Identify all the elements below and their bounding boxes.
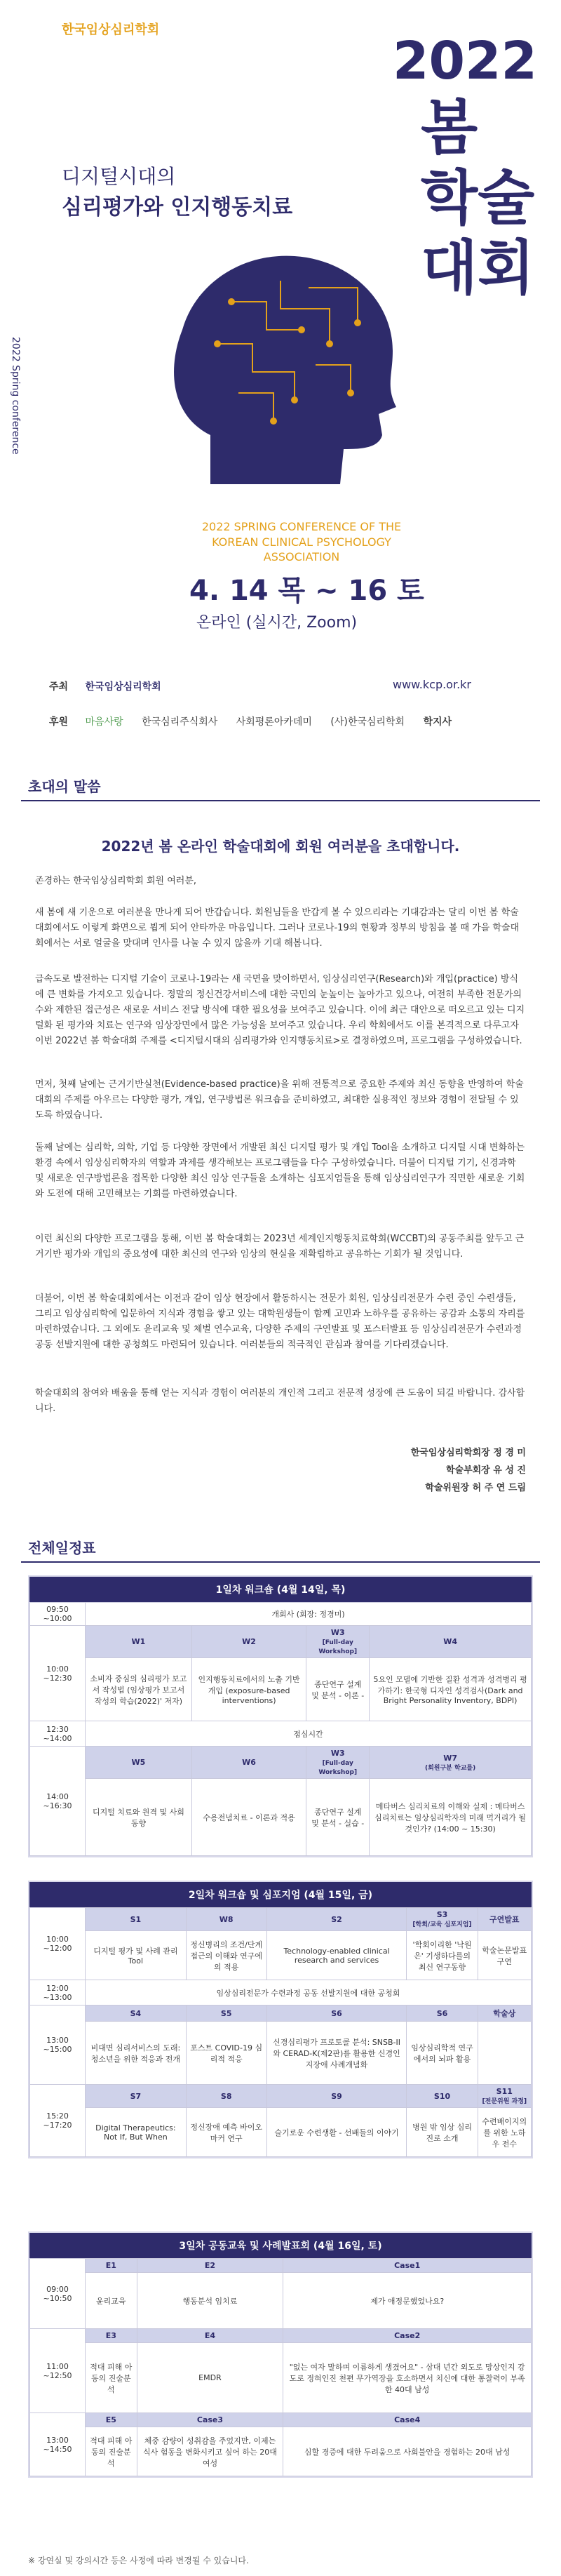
- title-line-3: 대회: [421, 234, 535, 302]
- session-cell: 디지털 평가 및 사례 관리 Tool: [86, 1931, 187, 1980]
- session-cell: Digital Therapeutics: Not If, But When: [86, 2108, 187, 2157]
- session-cell: 인지행동치료에서의 노출 기반 개입 (exposure-based interventions): [191, 1658, 306, 1721]
- session-cell: 제가 애정문했었나요?: [283, 2273, 532, 2329]
- sponsor-logo-2: 한국심리주식회사: [142, 716, 218, 728]
- opening-cell: 개회사 (회장: 정경미): [86, 1603, 532, 1626]
- session-cell: 체중 감량이 성취감을 주었지만, 이제는 식사 험동을 변화시키고 싶어 하는 20대 여성: [137, 2427, 283, 2476]
- welcome-paragraph-6: 더불어, 이번 봄 학술대회에서는 이전과 같이 임상 현장에서 활동하시는 전문가 회원, 임상심리전문가 수련 중인 수련생들, 그리고 임상심리학에 입문하여 지식과 경험을 쌓고 있는 대학원생들이 함께 고민과 노하우를 공유하는 공감과 소통의 자리를 마련하였습니다. 그 외에도 윤리교육 및 체벌 연수교육, 다양한 주제의 구연발표 및 포스터발표 등 임상심리전문가 수련과정 공동 선발지원에 대한 공청회도 마련되어 있습니다. 여러분들의 적극적인 관심과 참여를 기다리겠습니다.: [35, 1293, 525, 1351]
- session-cell: Technology-enabled clinical research and services: [266, 1931, 407, 1980]
- session-code: S5: [186, 2006, 266, 2022]
- title-line-1: 봄: [421, 93, 478, 162]
- session-code: S6: [407, 2006, 478, 2022]
- theme-line-1: 디지털시대의: [62, 165, 176, 188]
- session-cell: 5요인 모델에 기반한 질환 성격과 성격병리 평가하기: 한국형 디자인 성격검사(Dark and Bright Personality Inventory, BDPI): [370, 1658, 532, 1721]
- session-code: W7 (회원구분 학교를): [370, 1747, 532, 1779]
- time-cell: 10:00 ~12:00: [30, 1908, 86, 1980]
- time-cell: 12:30 ~14:00: [30, 1721, 86, 1747]
- day2-banner: 2일차 워크숍 및 심포지엄 (4월 15일, 금): [29, 1882, 532, 1907]
- session-code: W2: [191, 1626, 306, 1658]
- sponsor-label: 후원: [49, 716, 69, 728]
- day3-table: [28, 2231, 533, 2478]
- session-cell: 적대 피해 아동의 진술분석: [86, 2343, 137, 2413]
- time-cell: 13:00 ~14:50: [30, 2413, 86, 2476]
- session-cell: "없는 여자 말하며 이름하게 생겼어요" - 삼대 년간 외도로 망상인지 강도로 정혀인진 천편 무가역장을 호소하면서 치신에 대한 통찰력이 부족한 40대 남성: [283, 2343, 532, 2413]
- time-cell: 12:00 ~13:00: [30, 1980, 86, 2006]
- theme-line-2: 심리평가와 인지행동치료: [62, 195, 293, 220]
- session-code: S11 [전문위원 과정]: [478, 2085, 531, 2108]
- session-cell: 임상심리학적 연구에서의 뇌파 활용: [407, 2022, 478, 2085]
- session-cell: 정신병리의 조건/단계 접근의 이해와 연구에의 적용: [186, 1931, 266, 1980]
- session-code: S7: [86, 2085, 187, 2108]
- time-cell: 15:20 ~17:20: [30, 2085, 86, 2157]
- session-cell: 종단연구 설계 및 분석 - 이론 -: [306, 1658, 370, 1721]
- session-cell: 디지털 치료와 원격 및 사회 동향: [86, 1779, 192, 1856]
- session-cell: '학회이리한 '낙원은' 기생하다를의 최신 연구동향: [407, 1931, 478, 1980]
- sponsor-logo-5: 학지사: [423, 716, 452, 728]
- session-code: S6: [266, 2006, 407, 2022]
- sponsor-logo-3: 사회평론아카데미: [236, 716, 312, 728]
- session-code: W3 [Full-day Workshop]: [306, 1626, 370, 1658]
- session-cell: 학술논문발표 구연: [478, 1931, 531, 1980]
- session-code: W8: [186, 1908, 266, 1931]
- session-cell: EMDR: [137, 2343, 283, 2413]
- time-cell: 09:50 ~10:00: [30, 1603, 86, 1626]
- session-cell: 비대면 심리서비스의 도래: 청소년을 위한 적응과 전개: [86, 2022, 187, 2085]
- welcome-section-title: 초대의 말씀: [28, 778, 101, 795]
- session-cell: 수련배이지의를 위한 노하우 전수: [478, 2108, 531, 2157]
- welcome-paragraph-1: 새 봄에 새 기운으로 여러분을 만나게 되어 반갑습니다. 회원님들을 반갑게 볼 수 있으리라는 기대감과는 달리 이번 봄 학술대회에서도 이렇게 화면으로 뵙게 되어 안타까운 마음입니다. 그러나 코로나-19의 현황과 정부의 방침을 볼 때 가을 학술대회에서는 서로 얼굴을 맞대며 인사를 나눌 수 있지 않을까 기대 해봅니다.: [35, 907, 520, 949]
- sponsor-logo-1: 마음사랑: [85, 716, 123, 728]
- session-cell: 수용전념치료 - 이론과 적용: [191, 1779, 306, 1856]
- welcome-paragraph-3: 먼저, 첫째 날에는 근거기반실천(Evidence-based practice)을 위해 전통적으로 중요한 주제와 최신 동향을 반영하여 학술대회의 주제를 아우르는 다양한 평가, 개입, 연구방법론 워크숍을 준비하였고, 최대한 실용적인 정보와 경험이 전달될 수 있도록 하였습니다.: [35, 1079, 524, 1121]
- session-cell: 포스트 COVID-19 심리적 적응: [186, 2022, 266, 2085]
- session-code: S4: [86, 2006, 187, 2022]
- host-row: [49, 679, 161, 693]
- welcome-greeting: 존경하는 한국임상심리학회 회원 여러분,: [35, 876, 197, 886]
- signature-1: 한국임상심리학회장 정 경 미: [410, 1448, 526, 1458]
- hearing-cell: 임상심리전문가 수련과정 공동 선발지원에 대한 공청회: [86, 1980, 532, 2006]
- vertical-label: 2022 Spring conference: [10, 337, 21, 455]
- hero-poster: [0, 0, 561, 751]
- time-cell: 13:00 ~15:00: [30, 2006, 86, 2085]
- session-code: S10: [407, 2085, 478, 2108]
- welcome-paragraph-7: 학술대회의 참여와 배움을 통해 얻는 지식과 경험이 여러분의 개인적 그리고 전문적 성장에 큰 도움이 되길 바랍니다. 감사합니다.: [35, 1388, 525, 1415]
- session-cell: 메타버스 심리치료의 이해와 실제 : 메타버스 심리치료는 임상심리학자의 미래 먹거리가 될 것인가? (14:00 ~ 15:30): [370, 1779, 532, 1856]
- title-line-2: 학술: [421, 163, 535, 232]
- session-code: W1: [86, 1626, 192, 1658]
- schedule-section-title: 전체일정표: [28, 1540, 96, 1556]
- session-cell: 소비자 중심의 심리평가 보고서 작성법 (임상평가 보고서 작성의 학습(2022)' 저자): [86, 1658, 192, 1721]
- session-code: W6: [191, 1747, 306, 1779]
- conference-en: 2022 SPRING CONFERENCE OF THE KOREAN CLINICAL PSYCHOLOGY ASSOCIATION: [201, 520, 402, 564]
- session-code: W3 [Full-day Workshop]: [306, 1747, 370, 1779]
- org-name: 한국임상심리학회: [62, 22, 160, 37]
- day3-banner: 3일차 공동교육 및 사례발표회 (4월 16일, 토): [29, 2233, 532, 2258]
- time-cell: 14:00 ~16:30: [30, 1747, 86, 1856]
- session-code: E1: [86, 2259, 137, 2273]
- host-label: 주최: [49, 681, 69, 693]
- session-cell: 행동분석 임치료: [137, 2273, 283, 2329]
- time-cell: 09:00 ~10:50: [30, 2259, 86, 2329]
- welcome-title: 2022년 봄 온라인 학술대회에 회원 여러분을 초대합니다.: [101, 838, 460, 855]
- session-code: S3 [학회/교육 심포지엄]: [407, 1908, 478, 1931]
- session-code: S9: [266, 2085, 407, 2108]
- lunch-cell: 점심시간: [86, 1721, 532, 1747]
- welcome-paragraph-2: 급속도로 발전하는 디지털 기술이 코로나-19라는 새 국면을 맞이하면서, 임상심리연구(Research)와 개입(practice) 방식에 큰 변화를 가져오고 있습니다. 정말의 정신건강서비스에 대한 국민의 눈높이는 높아가고 있으나, 여전히 부족한 전문가의 수와 제한된 접근성은 새로운 서비스 전달 방식에 대한 필요성을 보여주고 있습니다. 이에 최근 대안으로 떠오르고 있는 디지털화 된 평가와 치료는 연구와 임상장면에서 많은 가능성을 보여주고 있습니다. 우리 학회에서도 이를 본격적으로 다루고자 이번 2022년 봄 학술대회 주제를 <디지털시대의 심리평가와 인지행동치료>로 결정하였으며, 프로그램을 구성하였습니다.: [35, 974, 525, 1047]
- session-code: E4: [137, 2329, 283, 2343]
- host-logo: 한국임상심리학회: [85, 681, 161, 693]
- signature-2: 학술부회장 유 성 진: [445, 1465, 526, 1476]
- time-cell: 11:00 ~12:50: [30, 2329, 86, 2413]
- session-cell: 신경심리평가 프로토콜 분석: SNSB-II와 CERAD-K(제2판)를 활용한 신경인지장애 사례개념화: [266, 2022, 407, 2085]
- welcome-paragraph-5: 이런 최신의 다양한 프로그램을 통해, 이번 봄 학술대회는 2023년 세계인지행동치료학회(WCCBT)의 공동주최를 앞두고 근거기반 평가와 개입의 중요성에 대한 최신의 연구와 임상의 현실을 재확립하고 공유하는 기회가 될 것입니다.: [35, 1234, 525, 1260]
- session-cell: 윤리교육: [86, 2273, 137, 2329]
- session-code: S1: [86, 1908, 187, 1931]
- session-code: E2: [137, 2259, 283, 2273]
- session-code: S2: [266, 1908, 407, 1931]
- website-link[interactable]: www.kcp.or.kr: [393, 678, 472, 691]
- session-cell: 슬기로운 수련생활 - 선배들의 이야기: [266, 2108, 407, 2157]
- session-code: Case4: [283, 2413, 532, 2427]
- session-code: Case1: [283, 2259, 532, 2273]
- session-cell: 종단연구 설계 및 분석 - 실습 -: [306, 1779, 370, 1856]
- sponsor-row: [49, 714, 452, 728]
- welcome-divider: [21, 800, 540, 801]
- day1-table: [28, 1575, 533, 1857]
- session-code: 학술상: [478, 2006, 531, 2022]
- session-code: S8: [186, 2085, 266, 2108]
- head-illustration: [126, 225, 435, 505]
- year-title: 2022: [393, 31, 537, 91]
- schedule-footnote: ※ 강연실 및 강의시간 등은 사정에 따라 변경될 수 있습니다.: [28, 2556, 249, 2565]
- session-cell: 정신장애 예측 바이오마커 연구: [186, 2108, 266, 2157]
- session-code: Case2: [283, 2329, 532, 2343]
- day2-table: [28, 1881, 533, 2158]
- welcome-paragraph-4: 둘째 날에는 심리학, 의학, 기업 등 다양한 장면에서 개발된 최신 디지털 평가 및 개입 Tool을 소개하고 디지털 시대 변화하는 환경 속에서 임상심리학자의 역할과 과제를 생각해보는 프로그램들을 다수 구성하였습니다. 더불어 디지털 기기, 신경과학 및 새로운 연구방법론을 접목한 다양한 최신 임상 연구들을 소개하는 심포지엄들을 통해 임상심리연구가 직면한 새로운 기회와 도전에 대해 고민해보는 기회를 마련하였습니다.: [35, 1142, 525, 1200]
- session-cell: [478, 2022, 531, 2085]
- session-code: Case3: [137, 2413, 283, 2427]
- event-venue: 온라인 (실시간, Zoom): [196, 614, 358, 632]
- session-code: E3: [86, 2329, 137, 2343]
- signature-3: 학술위원장 허 주 연 드림: [425, 1483, 526, 1493]
- session-code: W5: [86, 1747, 192, 1779]
- schedule-divider: [21, 1561, 540, 1563]
- session-cell: 병원 밖 임상 심리 진로 소개: [407, 2108, 478, 2157]
- session-code: E5: [86, 2413, 137, 2427]
- session-cell: 심할 경증에 대한 두려움으로 사회불안을 경험하는 20대 남성: [283, 2427, 532, 2476]
- day1-banner: 1일차 워크숍 (4월 14일, 목): [29, 1577, 532, 1602]
- time-cell: 10:00 ~12:30: [30, 1626, 86, 1721]
- session-code: 구연발표: [478, 1908, 531, 1931]
- session-code: W4: [370, 1626, 532, 1658]
- sponsor-logo-4: (사)한국심리학회: [330, 716, 405, 728]
- session-cell: 적대 피해 아동의 진술분석: [86, 2427, 137, 2476]
- event-date: 4. 14 목 ~ 16 토: [189, 575, 424, 607]
